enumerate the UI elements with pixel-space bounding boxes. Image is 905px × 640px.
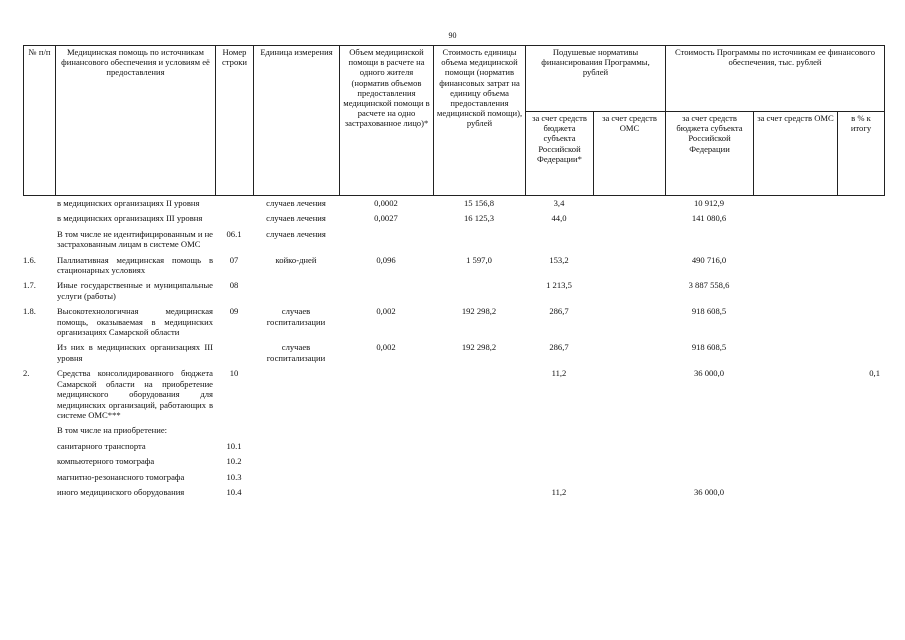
row-percent <box>837 306 884 342</box>
row-number <box>23 198 55 213</box>
row-norm-oms <box>593 280 665 306</box>
row-percent <box>837 472 884 487</box>
row-cost-oms <box>753 425 837 440</box>
row-unit <box>253 472 339 487</box>
row-volume: 0,002 <box>376 342 396 353</box>
row-name: компьютерного томографа <box>57 456 155 467</box>
row-percent <box>837 280 884 306</box>
table-row <box>23 487 884 502</box>
row-number: 1.6. <box>23 254 36 265</box>
row-cost-budget <box>665 456 753 471</box>
row-percent <box>837 342 884 368</box>
row-line-number: 10.3 <box>226 471 242 482</box>
row-number: 1.8. <box>23 306 36 317</box>
table-row <box>23 456 884 471</box>
row-norm-budget: 1 213,5 <box>546 280 572 291</box>
table-row <box>23 342 884 368</box>
row-line-number: 10 <box>229 368 239 379</box>
row-cost-budget: 141 080,6 <box>691 213 727 224</box>
row-norm-oms <box>593 255 665 281</box>
row-volume: 0,096 <box>376 254 396 265</box>
row-norm-oms <box>593 342 665 368</box>
row-number: 2. <box>23 368 30 379</box>
row-cost-oms <box>753 368 837 425</box>
header-cost-budget: за счет средств бюджета субъекта Российской Федерации <box>666 112 754 196</box>
row-unit <box>253 456 339 471</box>
row-unit-cost <box>433 441 525 456</box>
row-unit-cost <box>433 368 525 425</box>
row-number <box>23 456 55 471</box>
row-percent <box>837 487 884 502</box>
row-line-number <box>215 342 253 368</box>
row-percent <box>837 213 884 228</box>
header-unit: Единица измерения <box>254 46 340 196</box>
row-norm-budget: 44,0 <box>551 213 567 224</box>
header-cost-oms: за счет средств ОМС <box>754 112 838 196</box>
row-unit: случаев госпитализации <box>266 306 326 327</box>
row-name: магнитно-резонансного томографа <box>57 471 185 482</box>
row-number <box>23 229 55 255</box>
row-unit <box>253 425 339 440</box>
row-name: Паллиативная медицинская помощь в стационарных условиях <box>57 254 213 276</box>
row-name: в медицинских организациях II уровня <box>57 198 200 208</box>
row-cost-budget <box>665 425 753 440</box>
row-volume <box>339 472 433 487</box>
row-norm-oms <box>593 456 665 471</box>
row-name: Иные государственные и муниципальные услуги (работы) <box>57 280 213 301</box>
header-name: Медицинская помощь по источникам финансового обеспечения и условиям её предоставления <box>56 46 216 196</box>
header-line: Номер строки <box>216 46 254 196</box>
row-norm-budget: 286,7 <box>549 342 569 353</box>
row-number <box>23 441 55 456</box>
row-line-number: 07 <box>229 254 239 265</box>
row-cost-oms <box>753 472 837 487</box>
row-unit: случаев лечения <box>266 198 326 208</box>
row-volume: 0,0002 <box>374 198 398 208</box>
row-name: В том числе не идентифицированным и не застрахованным лицам в системе ОМС <box>57 228 213 250</box>
row-line-number <box>215 198 253 213</box>
row-unit-cost: 1 597,0 <box>466 254 492 265</box>
row-unit-cost <box>433 456 525 471</box>
header-norm-oms: за счет средств ОМС <box>594 112 666 196</box>
table-row <box>23 255 884 281</box>
row-line-number: 09 <box>229 306 239 317</box>
row-cost-oms <box>753 441 837 456</box>
row-unit-cost <box>433 229 525 255</box>
row-cost-oms <box>753 255 837 281</box>
row-number <box>23 425 55 440</box>
table-row <box>23 441 884 456</box>
row-cost-oms <box>753 229 837 255</box>
row-unit-cost: 15 156,8 <box>463 198 495 208</box>
row-norm-budget: 3,4 <box>553 198 565 208</box>
table-row <box>23 229 884 255</box>
row-cost-oms <box>753 342 837 368</box>
row-cost-oms <box>753 306 837 342</box>
row-name: в медицинских организациях III уровня <box>57 213 203 224</box>
row-cost-budget: 490 716,0 <box>691 254 727 265</box>
header-no: № п/п <box>24 46 56 196</box>
row-cost-budget: 10 912,9 <box>693 198 725 208</box>
row-unit-cost: 192 298,2 <box>461 306 497 317</box>
row-unit-cost: 16 125,3 <box>463 213 495 224</box>
header-volume: Объем медицинской помощи в расчете на одного жителя (норматив объемов предоставления медицинской помощи в расчете на одно застрахованное лицо)* <box>340 46 434 196</box>
row-percent <box>837 441 884 456</box>
row-line-number: 08 <box>229 280 239 291</box>
row-cost-budget: 918 608,5 <box>691 342 727 353</box>
table-body <box>23 198 884 502</box>
row-cost-budget: 36 000,0 <box>693 486 725 497</box>
row-unit-cost: 192 298,2 <box>461 342 497 353</box>
table-row <box>23 368 884 425</box>
row-line-number: 10.4 <box>226 486 242 497</box>
row-unit: койко-дней <box>275 254 317 265</box>
table-header <box>23 45 885 196</box>
row-volume <box>339 280 433 306</box>
row-unit <box>253 368 339 425</box>
header-group-cost: Стоимость Программы по источникам ее финансового обеспечения, тыс. рублей <box>666 46 885 112</box>
row-norm-oms <box>593 487 665 502</box>
row-cost-oms <box>753 456 837 471</box>
row-cost-budget <box>665 229 753 255</box>
row-norm-budget: 286,7 <box>549 306 569 317</box>
row-norm-oms <box>593 229 665 255</box>
row-unit <box>253 487 339 502</box>
row-volume: 0,002 <box>376 306 396 317</box>
row-norm-oms <box>593 213 665 228</box>
row-unit-cost <box>433 280 525 306</box>
row-volume <box>339 456 433 471</box>
row-cost-oms <box>753 198 837 213</box>
row-percent <box>837 198 884 213</box>
row-percent <box>837 456 884 471</box>
row-norm-budget: 11,2 <box>551 368 567 379</box>
row-percent: 0,1 <box>869 368 880 379</box>
row-name: В том числе на приобретение: <box>57 425 168 436</box>
row-unit: случаев лечения <box>266 213 326 224</box>
table-row <box>23 472 884 487</box>
row-norm-budget: 153,2 <box>549 254 569 265</box>
row-norm-oms <box>593 441 665 456</box>
row-percent <box>837 229 884 255</box>
row-norm-budget <box>525 229 593 255</box>
row-name: санитарного транспорта <box>57 440 146 451</box>
row-norm-budget <box>525 425 593 440</box>
row-cost-budget <box>665 441 753 456</box>
row-norm-oms <box>593 425 665 440</box>
table-row <box>23 198 884 213</box>
row-volume <box>339 368 433 425</box>
table-row <box>23 425 884 440</box>
header-cost-pct: в % к итогу <box>838 112 885 196</box>
row-volume <box>339 425 433 440</box>
row-cost-budget: 36 000,0 <box>693 368 725 379</box>
row-norm-oms <box>593 368 665 425</box>
header-cost: Стоимость единицы объема медицинской помощи (норматив финансовых затрат на единицу объема предоставления медицинской помощи), рублей <box>434 46 526 196</box>
row-unit <box>253 280 339 306</box>
row-line-number <box>215 213 253 228</box>
row-line-number: 10.2 <box>226 456 242 467</box>
table-row <box>23 306 884 342</box>
row-name: Из них в медицинских организациях III уровня <box>57 342 213 363</box>
row-unit: случаев госпитализации <box>266 342 326 363</box>
row-volume <box>339 229 433 255</box>
row-norm-budget: 11,2 <box>551 486 567 497</box>
row-line-number <box>215 425 253 440</box>
row-cost-oms <box>753 280 837 306</box>
row-volume <box>339 441 433 456</box>
row-norm-budget <box>525 456 593 471</box>
table-row <box>23 280 884 306</box>
row-number <box>23 213 55 228</box>
row-unit-cost <box>433 487 525 502</box>
row-number <box>23 487 55 502</box>
row-number: 1.7. <box>23 280 36 291</box>
row-name: Средства консолидированного бюджета Самарской области на приобретение медицинского оборудования для медицинских организаций, работающих в системе ОМС*** <box>57 368 213 420</box>
row-name: Высокотехнологичная медицинская помощь, оказываемая в медицинских организациях Самарской области <box>57 306 213 338</box>
row-unit-cost <box>433 472 525 487</box>
row-line-number: 10.1 <box>226 440 242 451</box>
row-unit <box>253 441 339 456</box>
row-percent <box>837 255 884 281</box>
row-norm-oms <box>593 198 665 213</box>
table-row <box>23 213 884 228</box>
row-norm-budget <box>525 472 593 487</box>
row-norm-budget <box>525 441 593 456</box>
row-norm-oms <box>593 306 665 342</box>
row-cost-oms <box>753 213 837 228</box>
page-number: 90 <box>448 31 457 40</box>
row-cost-oms <box>753 487 837 502</box>
row-cost-budget: 918 608,5 <box>691 306 727 317</box>
row-cost-budget <box>665 472 753 487</box>
header-group-norms: Подушевые нормативы финансирования Программы, рублей <box>526 46 666 112</box>
header-norm-budget: за счет средств бюджета субъекта Российской Федерации* <box>526 112 594 196</box>
row-unit: случаев лечения <box>266 228 326 239</box>
row-percent <box>837 425 884 440</box>
row-number <box>23 342 55 368</box>
row-norm-oms <box>593 472 665 487</box>
row-cost-budget: 3 887 558,6 <box>688 280 730 291</box>
row-volume <box>339 487 433 502</box>
row-volume: 0,0027 <box>374 213 398 224</box>
row-line-number: 06.1 <box>226 228 242 239</box>
row-unit-cost <box>433 425 525 440</box>
row-number <box>23 472 55 487</box>
row-name: иного медицинского оборудования <box>57 486 185 497</box>
